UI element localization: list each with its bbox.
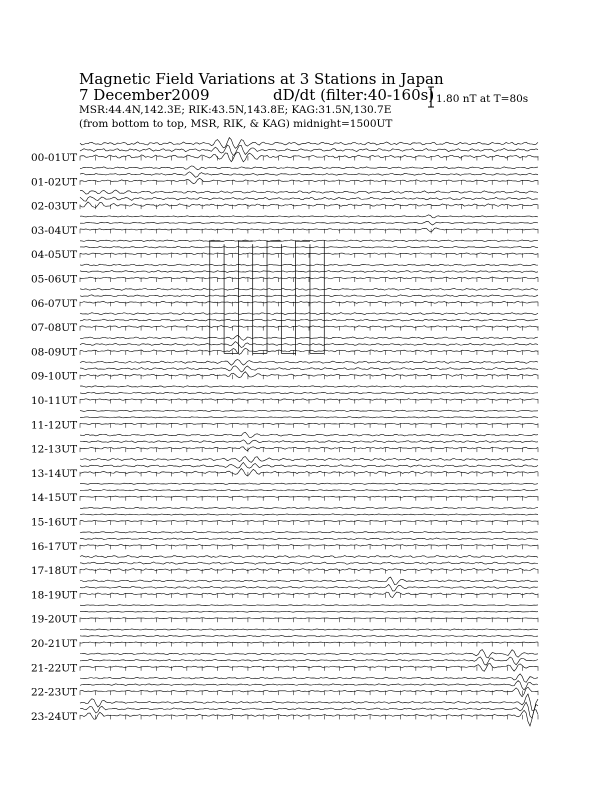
station-trace — [80, 172, 538, 177]
station-trace — [80, 562, 538, 564]
station-trace — [80, 360, 538, 366]
station-trace — [80, 555, 538, 557]
hour-row — [31, 694, 538, 726]
station-trace — [80, 342, 538, 348]
hour-row — [31, 215, 538, 237]
station-trace — [80, 507, 538, 508]
hour-row — [31, 507, 538, 528]
hour-label: 11-12UT — [31, 419, 78, 432]
scale-label: 1.80 nT at T=80s — [436, 93, 529, 105]
hour-label: 12-13UT — [31, 443, 78, 456]
hour-row — [31, 190, 538, 213]
station-trace — [80, 386, 538, 388]
hour-label: 13-14UT — [31, 467, 78, 480]
station-trace — [80, 577, 538, 585]
hour-row — [31, 138, 538, 164]
station-trace — [80, 190, 538, 194]
hour-row — [31, 456, 538, 479]
hour-label: 18-19UT — [31, 589, 78, 602]
hour-row — [31, 605, 538, 626]
hour-row — [31, 240, 538, 261]
station-trace — [80, 674, 538, 683]
hour-row — [31, 288, 538, 309]
station-trace — [80, 462, 538, 468]
hour-row — [31, 629, 538, 650]
hour-row — [31, 432, 538, 455]
hour-label: 14-15UT — [31, 492, 78, 505]
hour-row — [31, 577, 538, 601]
hour-label: 01-02UT — [31, 176, 78, 189]
station-trace — [80, 410, 538, 411]
station-trace — [80, 417, 538, 418]
hour-label: 16-17UT — [31, 540, 78, 553]
hour-row — [31, 386, 538, 407]
station-order-note: (from bottom to top, MSR, RIK, & KAG) midnight=1500UT — [79, 118, 393, 130]
hour-rows — [31, 138, 538, 726]
station-trace — [80, 440, 538, 444]
hour-row — [31, 674, 538, 699]
station-trace — [80, 635, 538, 636]
hour-row — [31, 313, 538, 335]
hour-label: 21-22UT — [31, 662, 78, 675]
station-trace — [80, 270, 538, 272]
hour-row — [31, 532, 538, 553]
station-trace — [80, 319, 538, 321]
station-coordinates: MSR:44.4N,142.3E; RIK:43.5N,143.8E; KAG:31.5N,130.7E — [79, 104, 392, 116]
hour-row — [31, 335, 538, 358]
chart-filter: dD/dt (filter:40-160s) — [273, 86, 435, 104]
station-trace — [80, 611, 538, 612]
station-trace — [80, 392, 538, 394]
station-trace — [80, 538, 538, 540]
station-trace — [80, 288, 538, 290]
station-trace — [80, 629, 538, 630]
hour-label: 07-08UT — [31, 322, 78, 335]
station-trace — [80, 313, 538, 315]
hour-label: 23-24UT — [31, 710, 78, 723]
station-trace — [80, 166, 538, 170]
station-trace — [80, 605, 538, 606]
hour-label: 17-18UT — [31, 565, 78, 578]
hour-row — [31, 555, 538, 577]
station-trace — [80, 197, 538, 202]
hour-label: 22-23UT — [31, 686, 78, 699]
station-trace — [80, 483, 538, 484]
hour-label: 15-16UT — [31, 516, 78, 529]
hour-label: 08-09UT — [31, 346, 78, 359]
station-trace — [80, 694, 538, 710]
station-trace — [80, 650, 538, 658]
hour-label: 02-03UT — [31, 200, 78, 213]
station-trace — [80, 138, 538, 149]
station-trace — [80, 145, 538, 156]
station-trace — [80, 584, 538, 591]
station-trace — [80, 532, 538, 534]
hour-label: 00-01UT — [31, 152, 78, 164]
minute-ticks — [80, 496, 538, 501]
hour-label: 05-06UT — [31, 273, 78, 286]
hour-label: 09-10UT — [31, 370, 78, 383]
station-trace — [80, 295, 538, 297]
station-trace — [80, 221, 538, 225]
chart-date: 7 December2009 — [79, 86, 210, 104]
station-trace — [80, 215, 538, 218]
station-trace — [80, 335, 538, 340]
hour-label: 03-04UT — [31, 224, 78, 237]
scale-bar — [428, 87, 434, 107]
station-trace — [80, 264, 538, 266]
chart-title: Magnetic Field Variations at 3 Stations in Japan — [79, 70, 444, 88]
hour-row — [31, 650, 538, 675]
station-trace — [80, 657, 538, 665]
hour-label: 04-05UT — [31, 249, 78, 262]
hour-row — [31, 410, 538, 431]
hour-label: 10-11UT — [31, 395, 78, 407]
station-trace — [80, 456, 538, 462]
station-trace — [80, 490, 538, 491]
station-trace — [80, 432, 538, 437]
hour-label: 20-21UT — [31, 638, 78, 650]
hour-label: 06-07UT — [31, 297, 78, 310]
station-trace — [80, 514, 538, 515]
hour-row — [31, 483, 538, 504]
hour-row — [31, 360, 538, 383]
hour-row — [31, 166, 538, 188]
saturated-traces — [210, 240, 325, 355]
station-trace — [80, 681, 538, 690]
station-trace — [80, 246, 538, 248]
hour-label: 19-20UT — [31, 613, 78, 626]
station-trace — [80, 366, 538, 372]
hour-row — [31, 264, 538, 285]
